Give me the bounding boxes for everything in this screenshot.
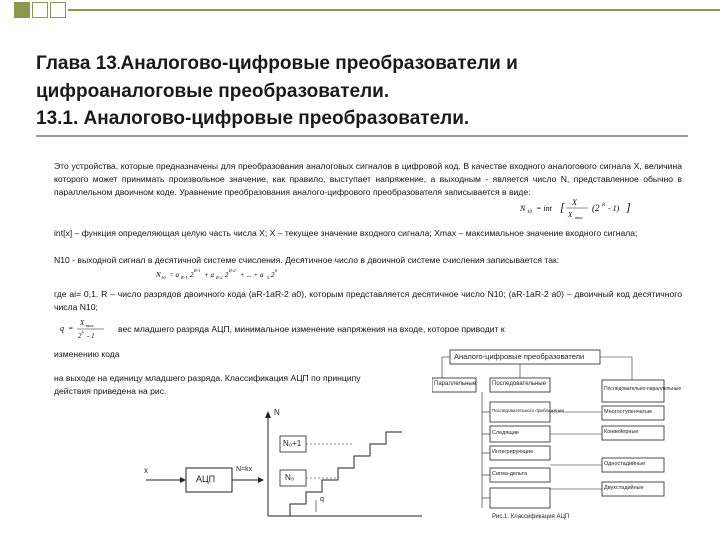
col2-item-label: Следящие xyxy=(492,430,519,436)
figure-caption: Рис.1. Классификация АЦП xyxy=(492,514,570,520)
col3-item-label: Конвейерные xyxy=(604,429,639,435)
svg-text:0: 0 xyxy=(275,268,278,273)
svg-text:(2: (2 xyxy=(592,203,600,213)
top-decor-bar xyxy=(0,0,720,20)
svg-text:R-2: R-2 xyxy=(216,275,223,280)
level-hi-label: N₀+1 xyxy=(283,439,302,448)
col2-label: Последовательные xyxy=(492,381,546,387)
input-arrowhead xyxy=(180,477,186,483)
input-label: x xyxy=(144,466,148,475)
svg-text:R-2: R-2 xyxy=(229,268,236,273)
svg-text:=: = xyxy=(68,324,74,333)
svg-text:max: max xyxy=(575,215,583,220)
col3-item-label: Двухстадийные xyxy=(604,485,644,491)
svg-text:X: X xyxy=(572,198,577,207)
svg-text:k: k xyxy=(82,329,84,335)
classification-figure-graphic xyxy=(432,346,688,528)
col1-label: Параллельные xyxy=(434,381,477,387)
title-rule xyxy=(36,135,688,137)
paragraph-bits: где ai= 0,1. R – число разрядов двоичного кода (aR-1aR-2 a0), которым представляется десятичное число N10; (aR-1aR-2 a0) – двоичный код десятичного числа N10; xyxy=(54,289,682,312)
svg-text:2: 2 xyxy=(225,271,229,279)
svg-text:0: 0 xyxy=(267,275,270,280)
adc-figure-graphic xyxy=(140,408,430,526)
col2-item-box xyxy=(490,488,550,508)
svg-text:X: X xyxy=(80,319,85,327)
svg-text:[: [ xyxy=(560,200,565,214)
root-label: Аналого-цифровые преобразователи xyxy=(454,352,585,361)
staircase-line xyxy=(290,432,402,516)
svg-text:2: 2 xyxy=(271,271,275,279)
title-chapter: Глава 13 xyxy=(36,53,117,74)
col2-item-label: Сигма-дельта xyxy=(492,471,527,477)
svg-text:X: X xyxy=(568,211,573,219)
svg-text:N: N xyxy=(156,271,161,279)
paragraph-code-change: изменению кода xyxy=(54,349,120,359)
svg-text:R: R xyxy=(602,203,606,208)
col3-item-label: Одностадийные xyxy=(604,461,646,467)
output-label: N=kx xyxy=(236,466,253,473)
svg-text:10: 10 xyxy=(161,275,166,280)
formula-binary-sum xyxy=(156,265,316,283)
svg-text:= int: = int xyxy=(536,204,552,213)
svg-text:2: 2 xyxy=(78,332,82,340)
decor-square xyxy=(50,2,66,18)
svg-text:R-1: R-1 xyxy=(194,268,201,273)
formula-binary-sum-graphic xyxy=(156,265,316,283)
svg-text:= a: = a xyxy=(169,271,179,279)
formula-conversion-graphic xyxy=(520,196,670,220)
formula-lsb-weight xyxy=(58,316,114,342)
paragraph-intro: Это устройства, которые предназначены для преобразования аналоговых сигналов в цифровой код. В качестве входного аналогового сигнала X, величина которого может принимать произвольное значение, как правило, выступает напряжение, а выходным - является число N, представленное обычно в параллельном двоичном коде. Уравнение преобразования аналого-цифрового преобразователя записывается в виде: xyxy=(54,161,682,197)
classification-figure xyxy=(432,346,688,528)
level-lo-label: N₀ xyxy=(285,473,295,482)
svg-text:R-1: R-1 xyxy=(181,275,188,280)
output-arrowhead xyxy=(258,477,264,483)
adc-label: АЦП xyxy=(196,474,216,484)
svg-text:]: ] xyxy=(626,200,631,214)
col3-item-label: Последовательно-параллельные xyxy=(604,386,682,392)
decor-line xyxy=(68,9,720,11)
slide-title xyxy=(36,50,696,132)
svg-text:max: max xyxy=(86,323,94,328)
title-text: Аналогово-цифровые преобразователи и цифроаналоговые преобразователи. xyxy=(36,53,518,102)
col2-item-label: Интегрирующие xyxy=(492,449,534,455)
decor-square xyxy=(14,2,30,18)
svg-text:- 1): - 1) xyxy=(608,204,620,213)
svg-text:N: N xyxy=(520,204,526,213)
formula-lsb-weight-graphic xyxy=(58,316,114,342)
svg-text:q: q xyxy=(60,324,64,333)
col3-item-label: Многоступенчатые xyxy=(604,409,653,415)
svg-text:- 1: - 1 xyxy=(87,332,95,340)
svg-text:+ a: + a xyxy=(204,271,214,279)
decor-square xyxy=(32,2,48,18)
slide-subtitle: 13.1. Аналогово-цифровые преобразователи. xyxy=(36,108,470,129)
svg-text:10: 10 xyxy=(527,210,532,215)
paragraph-binary: N10 - выходной сигнал в десятичной системе счисления. Десятичное число в двоичной системе счисления записывается так: xyxy=(54,255,560,265)
axis-n-label: N xyxy=(274,408,280,417)
q-label: q xyxy=(320,496,324,503)
svg-text:+ ... + a: + ... + a xyxy=(240,271,264,279)
formula-conversion xyxy=(520,196,670,220)
title-separator: . xyxy=(116,57,121,72)
paragraph-definitions: int[x] – функция определяющая целую часть числа X; X – текущее значение входного сигнала; Xmax – максимальное значение входного сигнала; xyxy=(54,228,638,238)
paragraph-lsb: вес младшего разряда АЦП, минимальное изменение напряжения на входе, которое приводит к xyxy=(118,324,505,334)
col2-item-label: Последовательного приближения xyxy=(492,408,564,413)
svg-text:2: 2 xyxy=(190,271,194,279)
axis-y-arrow xyxy=(265,411,271,418)
paragraph-classification: на выходе на единицу младшего разряда. Классификация АЦП по принципу действия приведена на рис. xyxy=(54,373,361,396)
adc-figure xyxy=(140,408,430,526)
